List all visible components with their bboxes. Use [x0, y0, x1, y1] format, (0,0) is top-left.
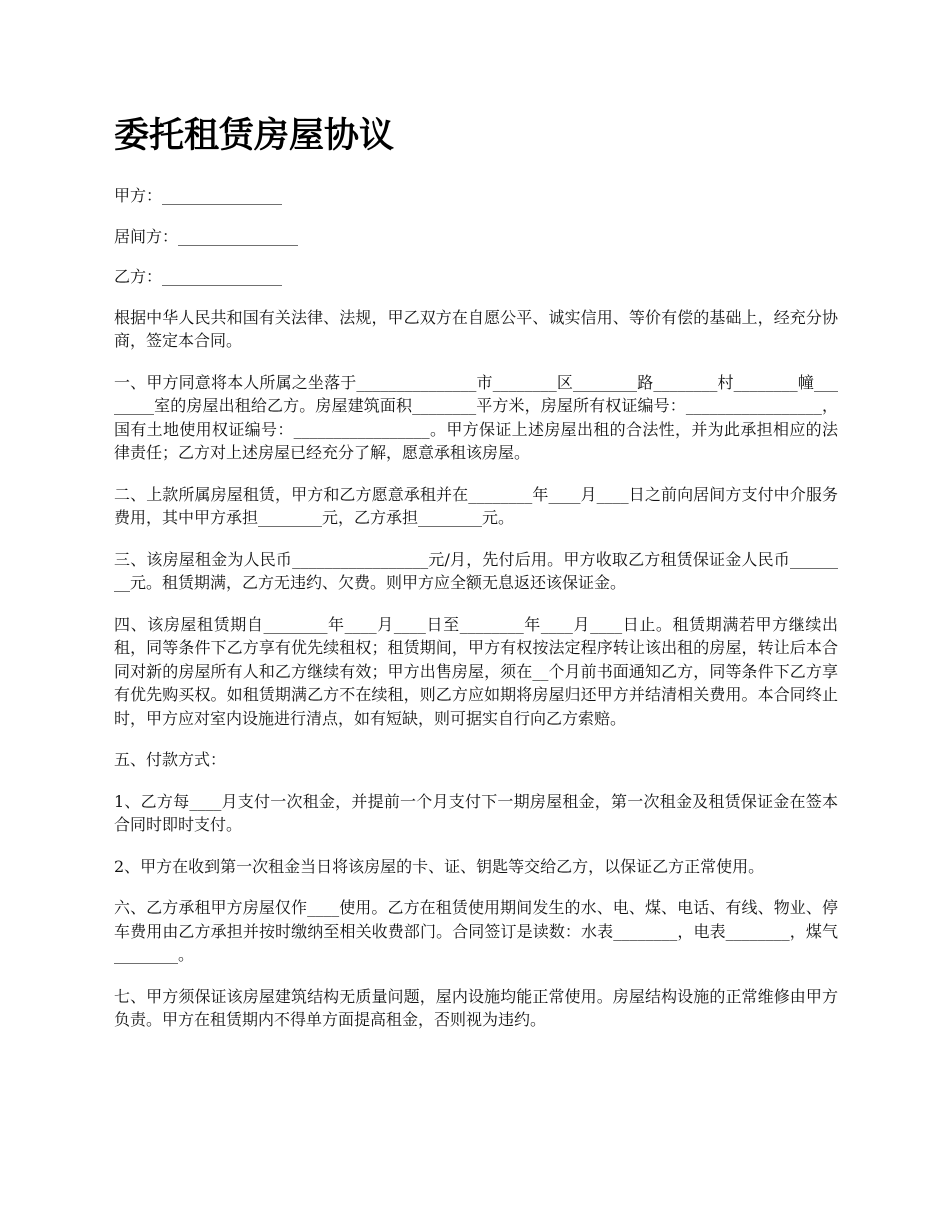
clause-5-heading: 五、付款方式： — [114, 750, 227, 769]
clause-3-paragraph: 三、该房屋租金为人民币_________________元/月，先付后用。甲方收取乙方租赁保证金人民币________元。租赁期满，乙方无违约、欠费。则甲方应全额无息返还该保证金。 — [114, 549, 838, 592]
clause-6-paragraph: 六、乙方承租甲方房屋仅作____使用。乙方在租赁使用期间发生的水、电、煤、电话、有线、物业、停车费用由乙方承担并按时缴纳至相关收费部门。合同签订是读数：水表________，电表________，煤气________。 — [114, 898, 838, 964]
clause-2-paragraph: 二、上款所属房屋租赁，甲方和乙方愿意承租并在________年____月____日之前向居间方支付中介服务费用，其中甲方承担________元，乙方承担________元。 — [114, 484, 838, 527]
clause-7-paragraph: 七、甲方须保证该房屋建筑结构无质量问题，屋内设施均能正常使用。房屋结构设施的正常维修由甲方负责。甲方在租赁期内不得单方面提高租金，否则视为违约。 — [114, 986, 838, 1029]
intermediary-line: 居间方：_______________ — [114, 226, 299, 246]
party-b-line: 乙方：_______________ — [114, 267, 283, 286]
preamble-paragraph: 根据中华人民共和国有关法律、法规，甲乙双方在自愿公平、诚实信用、等价有偿的基础上，经充分协商，签定本合同。 — [114, 307, 838, 350]
payment-item-1: 1、乙方每____月支付一次租金，并提前一个月支付下一期房屋租金，第一次租金及租赁保证金在签本合同时即时支付。 — [114, 791, 838, 834]
party-a-line: 甲方：_______________ — [114, 186, 283, 205]
clause-4-paragraph: 四、该房屋租赁期自________年____月____日至________年____月____日止。租赁期满若甲方继续出租，同等条件下乙方享有优先续租权；租赁期间，甲方有权按法定程序转让该出租的房屋，转让后本合同对新的房屋所有人和乙方继续有效；甲方出售房屋，须在__个月前书面通知乙方，同等条件下乙方享有优先购买权。如租赁期满乙方不在续租，则乙方应如期将房屋归还甲方并结清相关费用。本合同终止时，甲方应对室内设施进行清点，如有短缺，则可据实自行向乙方索赔。 — [114, 614, 838, 728]
clause-1-paragraph: 一、甲方同意将本人所属之坐落于_______________市________区________路________村________幢________室的房屋出租给乙方。房屋建筑面积________平方米，房屋所有权证编号：_________________，国有土地使用权证编号：_________________。甲方保证上述房屋出租的合法性，并为此承担相应的法律责任；乙方对上述房屋已经充分了解，愿意承租该房屋。 — [114, 372, 838, 462]
document-page — [114, 108, 838, 1050]
payment-item-2: 2、甲方在收到第一次租金当日将该房屋的卡、证、钥匙等交给乙方，以保证乙方正常使用。 — [114, 856, 765, 876]
document-title: 委托租赁房屋协议 — [114, 115, 395, 156]
